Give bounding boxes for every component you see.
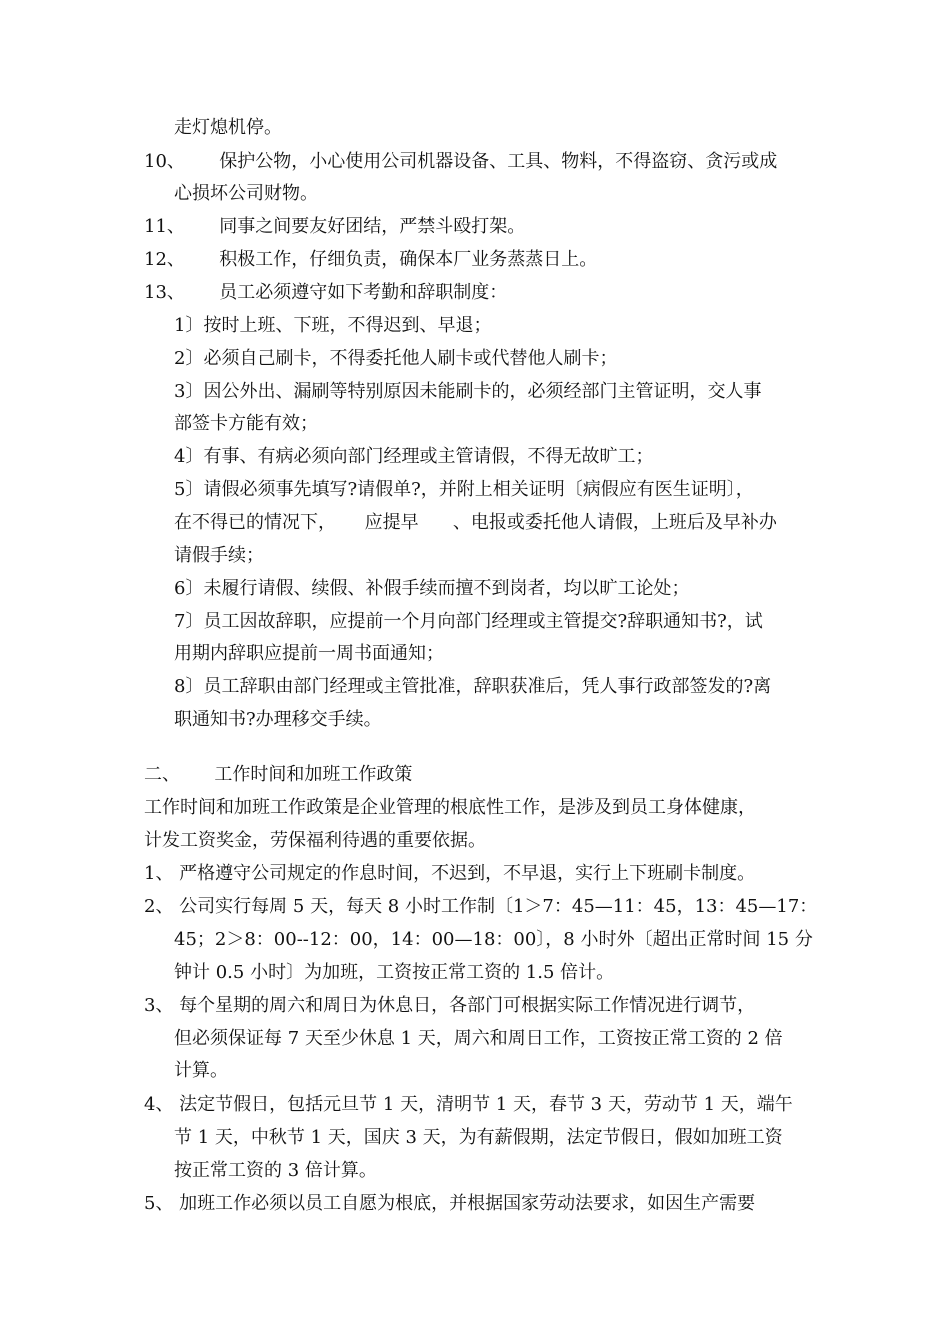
text-line: 8〕员工辞职由部门经理或主管批准，辞职获准后，凭人事行政部签发的?离 [174,676,772,697]
text-line: 2、 公司实行每周 5 天，每天 8 小时工作制〔1＞7：45—11：45，13：45—17： [144,896,818,917]
text-line: 7〕员工因故辞职，应提前一个月向部门经理或主管提交?辞职通知书?，试 [174,611,763,632]
text-line: 2〕必须自己刷卡，不得委托他人刷卡或代替他人刷卡； [174,348,618,369]
text-line: 12、 积极工作，仔细负责，确保本厂业务蒸蒸日上。 [144,249,598,270]
text-line: 45；2＞8：00--12：00，14：00—18：00〕，8 小时外〔超出正常时间 15 分 [174,929,813,950]
text-line: 但必须保证每 7 天至少休息 1 天，周六和周日工作，工资按正常工资的 2 倍 [174,1028,783,1049]
text-line: 3〕因公外出、漏刷等特别原因未能刷卡的，必须经部门主管证明，交人事 [174,381,762,402]
text-line: 1〕按时上班、下班，不得迟到、早退； [174,315,492,336]
text-line: 走灯熄机停。 [174,117,282,138]
text-line: 计算。 [174,1060,228,1081]
text-line: 3、 每个星期的周六和周日为休息日，各部门可根据实际工作情况进行调节， [144,995,756,1016]
text-line: 请假手续； [174,545,264,566]
text-line: 部签卡方能有效； [174,413,318,434]
text-line: 节 1 天，中秋节 1 天，国庆 3 天，为有薪假期，法定节假日，假如加班工资 [174,1127,783,1148]
text-line: 用期内辞职应提前一周书面通知； [174,643,444,664]
text-line: 5〕请假必须事先填写?请假单?，并附上相关证明〔病假应有医生证明〕， [174,479,754,500]
text-line: 在不得已的情况下， 应提早 、电报或委托他人请假，上班后及早补办 [174,512,777,533]
text-line: 心损坏公司财物。 [174,183,318,204]
text-line: 计发工资奖金，劳保福利待遇的重要依据。 [144,830,486,851]
text-line: 按正常工资的 3 倍计算。 [174,1160,377,1181]
text-line: 13、 员工必须遵守如下考勤和辞职制度： [144,282,508,303]
text-line: 职通知书?办理移交手续。 [174,709,382,730]
text-line: 二、 工作时间和加班工作政策 [144,764,413,785]
text-line: 工作时间和加班工作政策是企业管理的根底性工作，是涉及到员工身体健康， [144,797,756,818]
text-line: 1、 严格遵守公司规定的作息时间，不迟到，不早退，实行上下班刷卡制度。 [144,863,756,884]
text-line: 钟计 0.5 小时〕为加班，工资按正常工资的 1.5 倍计。 [174,962,615,983]
text-line: 5、 加班工作必须以员工自愿为根底，并根据国家劳动法要求，如因生产需要 [144,1193,756,1214]
text-line: 10、 保护公物，小心使用公司机器设备、工具、物料，不得盗窃、贪污或成 [144,151,778,172]
text-line: 6〕未履行请假、续假、补假手续而擅不到岗者，均以旷工论处； [174,578,690,599]
text-line: 4、 法定节假日，包括元旦节 1 天，清明节 1 天，春节 3 天，劳动节 1 天，端午 [144,1094,793,1115]
text-line: 4〕有事、有病必须向部门经理或主管请假，不得无故旷工； [174,446,654,467]
text-line: 11、 同事之间要友好团结，严禁斗殴打架。 [144,216,526,237]
